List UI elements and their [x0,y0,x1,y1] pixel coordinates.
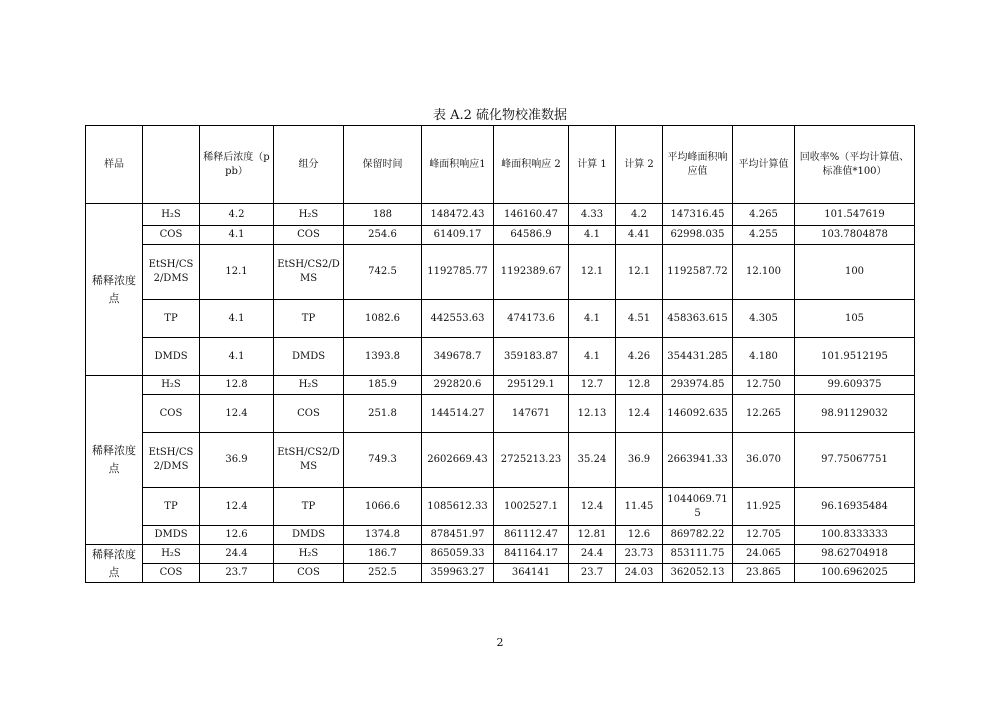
page-number: 2 [496,636,504,649]
table-row [86,226,915,245]
area-response-2-cell: 146160.47 [494,204,569,226]
avg-calc-cell: 4.265 [733,204,795,226]
table-row [86,395,915,433]
concentration-cell: 12.1 [200,245,274,300]
concentration-cell: 12.4 [200,488,274,526]
component-cell: EtSH/CS2/DMS [274,245,344,300]
component-cell: DMDS [274,526,344,545]
recovery-cell: 96.16935484 [795,488,915,526]
retention-time-cell: 185.9 [344,376,422,395]
calc-1-cell: 23.7 [569,564,616,583]
avg-area-response-cell: 146092.635 [663,395,733,433]
table-row [86,300,915,338]
recovery-cell: 105 [795,300,915,338]
avg-area-response-cell: 62998.035 [663,226,733,245]
avg-area-response-cell: 354431.285 [663,338,733,376]
concentration-cell: 4.1 [200,300,274,338]
calc-1-cell: 4.1 [569,300,616,338]
component-cell: COS [274,564,344,583]
area-response-1-cell: 61409.17 [422,226,494,245]
calc-2-cell: 12.1 [616,245,663,300]
area-response-1-cell: 1085612.33 [422,488,494,526]
recovery-cell: 97.75067751 [795,433,915,488]
header-cell [143,126,200,204]
sample-cell: TP [143,488,200,526]
concentration-cell: 24.4 [200,545,274,564]
retention-time-cell: 1082.6 [344,300,422,338]
area-response-2-cell: 295129.1 [494,376,569,395]
retention-time-cell: 252.5 [344,564,422,583]
header-cell: 平均计算值 [733,126,795,204]
retention-time-cell: 1374.8 [344,526,422,545]
header-cell: 回收率%（平均计算值、标准值*100） [795,126,915,204]
header-cell: 组分 [274,126,344,204]
component-cell: TP [274,488,344,526]
calc-1-cell: 12.1 [569,245,616,300]
table-title: 表 A.2 硫化物校准数据 [432,108,568,123]
area-response-1-cell: 865059.33 [422,545,494,564]
avg-calc-cell: 4.255 [733,226,795,245]
table-row [86,204,915,226]
area-response-2-cell: 64586.9 [494,226,569,245]
avg-area-response-cell: 293974.85 [663,376,733,395]
area-response-2-cell: 1192389.67 [494,245,569,300]
area-response-2-cell: 861112.47 [494,526,569,545]
sample-cell: DMDS [143,526,200,545]
avg-calc-cell: 4.180 [733,338,795,376]
calc-2-cell: 23.73 [616,545,663,564]
area-response-1-cell: 2602669.43 [422,433,494,488]
table-row [86,526,915,545]
header-cell: 计算 1 [569,126,616,204]
component-cell: DMDS [274,338,344,376]
calc-1-cell: 12.13 [569,395,616,433]
table-row [86,564,915,583]
concentration-cell: 12.8 [200,376,274,395]
sample-cell: COS [143,226,200,245]
avg-calc-cell: 12.705 [733,526,795,545]
retention-time-cell: 742.5 [344,245,422,300]
recovery-cell: 99.609375 [795,376,915,395]
header-cell: 峰面积响应1 [422,126,494,204]
recovery-cell: 98.91129032 [795,395,915,433]
area-response-1-cell: 144514.27 [422,395,494,433]
recovery-cell: 100.6962025 [795,564,915,583]
concentration-cell: 12.4 [200,395,274,433]
table-body [86,126,915,583]
calc-2-cell: 24.03 [616,564,663,583]
avg-calc-cell: 12.750 [733,376,795,395]
header-cell: 样品 [86,126,143,204]
component-cell: H₂S [274,545,344,564]
group-label-cell: 稀释浓度点 [86,545,143,583]
calc-2-cell: 11.45 [616,488,663,526]
avg-area-response-cell: 362052.13 [663,564,733,583]
concentration-cell: 4.1 [200,338,274,376]
recovery-cell: 100 [795,245,915,300]
concentration-cell: 4.1 [200,226,274,245]
sample-cell: COS [143,395,200,433]
area-response-2-cell: 147671 [494,395,569,433]
area-response-2-cell: 2725213.23 [494,433,569,488]
sample-cell: EtSH/CS2/DMS [143,245,200,300]
sample-cell: COS [143,564,200,583]
avg-calc-cell: 24.065 [733,545,795,564]
retention-time-cell: 254.6 [344,226,422,245]
area-response-1-cell: 1192785.77 [422,245,494,300]
area-response-2-cell: 364141 [494,564,569,583]
sample-cell: H₂S [143,376,200,395]
component-cell: H₂S [274,376,344,395]
avg-area-response-cell: 1192587.72 [663,245,733,300]
recovery-cell: 101.547619 [795,204,915,226]
area-response-1-cell: 349678.7 [422,338,494,376]
concentration-cell: 4.2 [200,204,274,226]
avg-area-response-cell: 147316.45 [663,204,733,226]
header-cell: 平均峰面积响应值 [663,126,733,204]
recovery-cell: 101.9512195 [795,338,915,376]
area-response-1-cell: 359963.27 [422,564,494,583]
sample-cell: H₂S [143,204,200,226]
avg-calc-cell: 11.925 [733,488,795,526]
avg-calc-cell: 4.305 [733,300,795,338]
component-cell: TP [274,300,344,338]
avg-calc-cell: 12.100 [733,245,795,300]
area-response-2-cell: 841164.17 [494,545,569,564]
concentration-cell: 12.6 [200,526,274,545]
avg-area-response-cell: 458363.615 [663,300,733,338]
calc-2-cell: 4.2 [616,204,663,226]
calc-2-cell: 4.51 [616,300,663,338]
area-response-1-cell: 292820.6 [422,376,494,395]
table-row [86,433,915,488]
avg-area-response-cell: 853111.75 [663,545,733,564]
avg-area-response-cell: 1044069.715 [663,488,733,526]
recovery-cell: 98.62704918 [795,545,915,564]
retention-time-cell: 749.3 [344,433,422,488]
recovery-cell: 103.7804878 [795,226,915,245]
sample-cell: H₂S [143,545,200,564]
avg-calc-cell: 36.070 [733,433,795,488]
retention-time-cell: 1066.6 [344,488,422,526]
calc-2-cell: 4.41 [616,226,663,245]
calc-1-cell: 12.4 [569,488,616,526]
table-row [86,488,915,526]
component-cell: H₂S [274,204,344,226]
header-cell: 稀释后浓度（ppb） [200,126,274,204]
component-cell: EtSH/CS2/DMS [274,433,344,488]
retention-time-cell: 251.8 [344,395,422,433]
table-row [86,338,915,376]
group-label-cell: 稀释浓度点 [86,204,143,376]
retention-time-cell: 188 [344,204,422,226]
sample-cell: TP [143,300,200,338]
calc-1-cell: 24.4 [569,545,616,564]
header-row [86,126,915,204]
concentration-cell: 36.9 [200,433,274,488]
header-cell: 峰面积响应 2 [494,126,569,204]
area-response-2-cell: 359183.87 [494,338,569,376]
retention-time-cell: 186.7 [344,545,422,564]
retention-time-cell: 1393.8 [344,338,422,376]
header-cell: 保留时间 [344,126,422,204]
component-cell: COS [274,395,344,433]
calc-1-cell: 4.33 [569,204,616,226]
calibration-table [85,125,915,583]
sample-cell: DMDS [143,338,200,376]
calc-2-cell: 12.4 [616,395,663,433]
avg-calc-cell: 12.265 [733,395,795,433]
header-cell: 计算 2 [616,126,663,204]
calc-2-cell: 4.26 [616,338,663,376]
calc-1-cell: 35.24 [569,433,616,488]
avg-calc-cell: 23.865 [733,564,795,583]
component-cell: COS [274,226,344,245]
recovery-cell: 100.8333333 [795,526,915,545]
area-response-2-cell: 1002527.1 [494,488,569,526]
avg-area-response-cell: 869782.22 [663,526,733,545]
sample-cell: EtSH/CS2/DMS [143,433,200,488]
calc-1-cell: 12.81 [569,526,616,545]
area-response-1-cell: 442553.63 [422,300,494,338]
area-response-1-cell: 148472.43 [422,204,494,226]
calc-1-cell: 4.1 [569,226,616,245]
area-response-1-cell: 878451.97 [422,526,494,545]
area-response-2-cell: 474173.6 [494,300,569,338]
avg-area-response-cell: 2663941.33 [663,433,733,488]
table-row [86,376,915,395]
calc-2-cell: 36.9 [616,433,663,488]
calc-1-cell: 4.1 [569,338,616,376]
group-label-cell: 稀释浓度点 [86,376,143,545]
concentration-cell: 23.7 [200,564,274,583]
calc-1-cell: 12.7 [569,376,616,395]
table-row [86,245,915,300]
table-row [86,545,915,564]
calc-2-cell: 12.8 [616,376,663,395]
calc-2-cell: 12.6 [616,526,663,545]
